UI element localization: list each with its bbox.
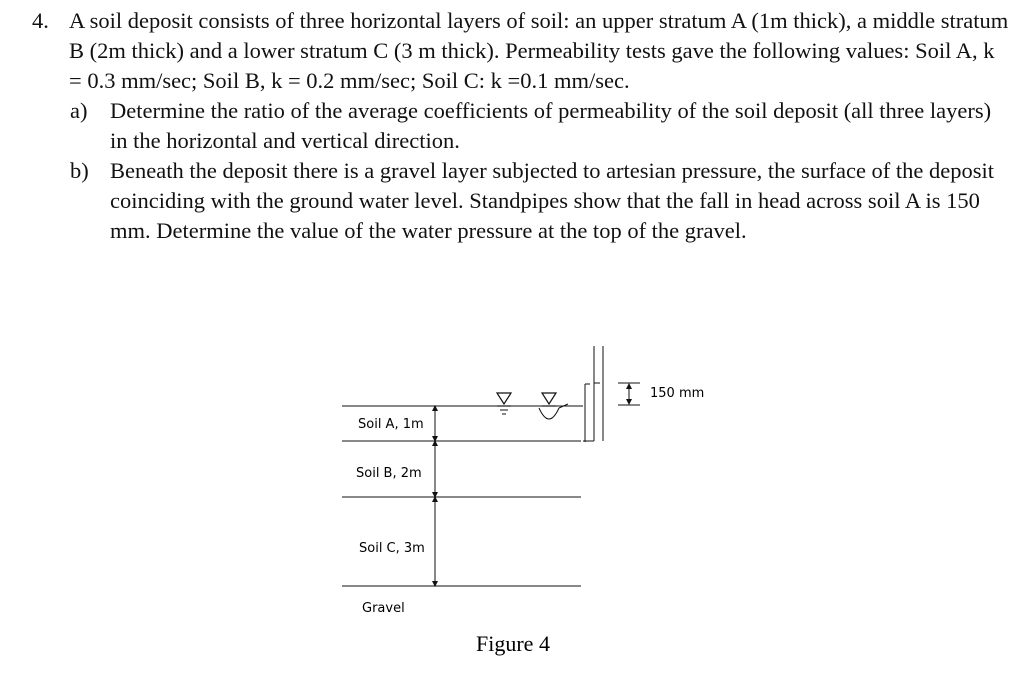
part-b-text: Beneath the deposit there is a gravel layer subjected to artesian pressure, the surface of the deposit coinciding with the ground water level. Standpipes show that the fall in head across soil A is 150 mm. Determine the value of the water pressure at the top of the gravel. (110, 158, 995, 243)
head-difference-dimension-icon (618, 383, 640, 405)
part-a-label: a) (70, 98, 88, 123)
soil-a-label: Soil A, 1m (358, 417, 424, 432)
standpipe-icon (583, 346, 603, 442)
part-a-text: Determine the ratio of the average coefficients of permeability of the soil deposit (all three layers) in the horizontal and vertical direction. (110, 98, 992, 153)
part-b-label: b) (70, 158, 89, 183)
water-table-icon (497, 393, 511, 414)
water-level-meniscus-icon (539, 393, 568, 419)
head-difference-label: 150 mm (650, 386, 705, 401)
gravel-label: Gravel (362, 601, 405, 616)
figure-caption: Figure 4 (476, 631, 550, 656)
soil-c-label: Soil C, 3m (359, 541, 425, 556)
soil-b-label: Soil B, 2m (356, 466, 422, 481)
question-text: A soil deposit consists of three horizontal layers of soil: an upper stratum A (1m thick), a middle stratum B (2m thick) and a lower stratum C (3 m thick). Permeability tests gave the following values: Soil A, k = 0.3 mm/sec; Soil B, k = 0.2 mm/sec; Soil C: k =0.1 mm/sec. (69, 8, 1009, 93)
question-number: 4. (32, 8, 49, 33)
